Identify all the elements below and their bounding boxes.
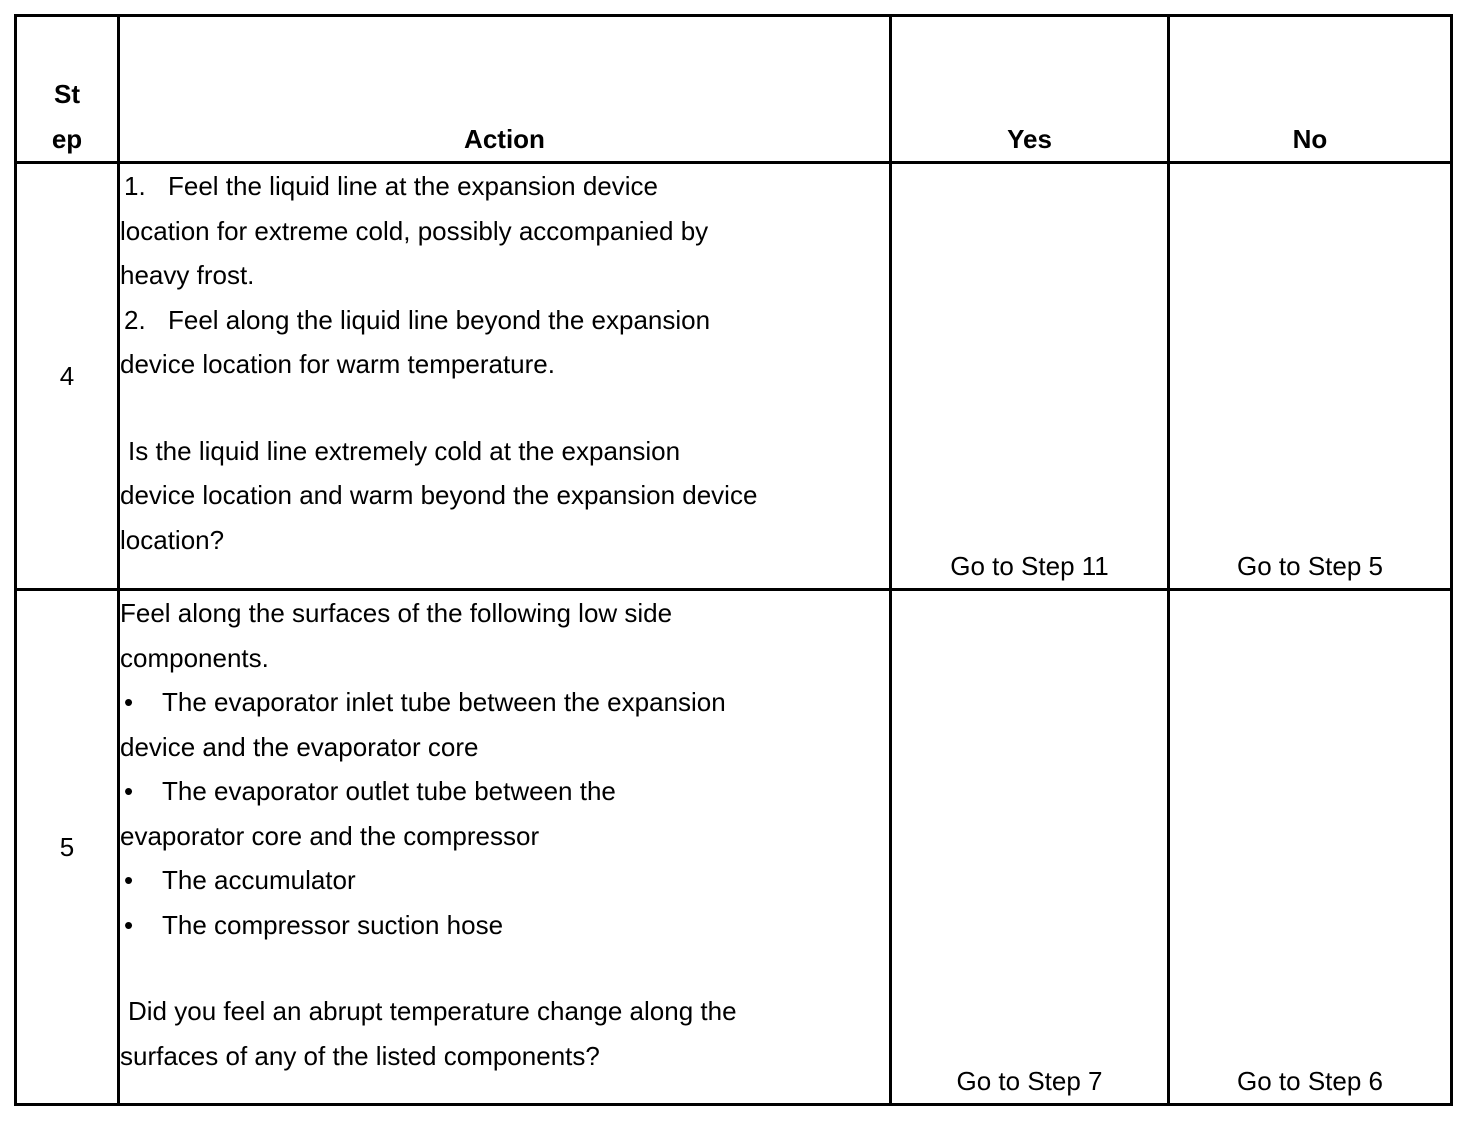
action-line: heavy frost. <box>120 260 255 290</box>
diagnostic-steps-table <box>14 14 1453 1106</box>
list-item: 1. Feel the liquid line at the expansion device <box>124 171 658 201</box>
list-item: • The evaporator inlet tube between the expansion <box>124 687 726 717</box>
header-action: Action <box>119 16 891 163</box>
list-item: • The evaporator outlet tube between the <box>124 776 616 806</box>
action-line: components. <box>120 642 269 673</box>
action-text <box>119 590 891 1105</box>
header-step-label: St ep <box>51 79 83 154</box>
action-text <box>119 163 891 590</box>
no-result: Go to Step 6 <box>1169 590 1452 1105</box>
list-item: • The accumulator <box>124 865 356 895</box>
action-line: evaporator core and the compressor <box>120 820 540 851</box>
yes-result: Go to Step 7 <box>891 590 1169 1105</box>
no-result: Go to Step 5 <box>1169 163 1452 590</box>
table-row <box>16 590 1452 1105</box>
table-row <box>16 163 1452 590</box>
action-line: location for extreme cold, possibly accompanied by <box>120 215 709 246</box>
action-line: Feel along the surfaces of the following low side <box>120 598 673 628</box>
step-number: 4 <box>16 163 119 590</box>
action-line: device and the evaporator core <box>120 731 479 762</box>
question-line: device location and warm beyond the expansion device <box>120 480 758 510</box>
header-yes: Yes <box>891 16 1169 163</box>
header-step <box>16 16 119 163</box>
question-line: surfaces of any of the listed components? <box>120 1040 600 1071</box>
question-line: Is the liquid line extremely cold at the expansion <box>128 435 681 466</box>
question-line: location? <box>120 524 225 555</box>
step-number: 5 <box>16 590 119 1105</box>
yes-result: Go to Step 11 <box>891 163 1169 590</box>
header-row <box>16 16 1452 163</box>
list-item: 2. Feel along the liquid line beyond the expansion <box>124 304 711 335</box>
list-item: • The compressor suction hose <box>124 909 504 940</box>
header-no: No <box>1169 16 1452 163</box>
question-line: Did you feel an abrupt temperature change along the <box>128 996 737 1026</box>
action-line: device location for warm temperature. <box>120 349 555 379</box>
